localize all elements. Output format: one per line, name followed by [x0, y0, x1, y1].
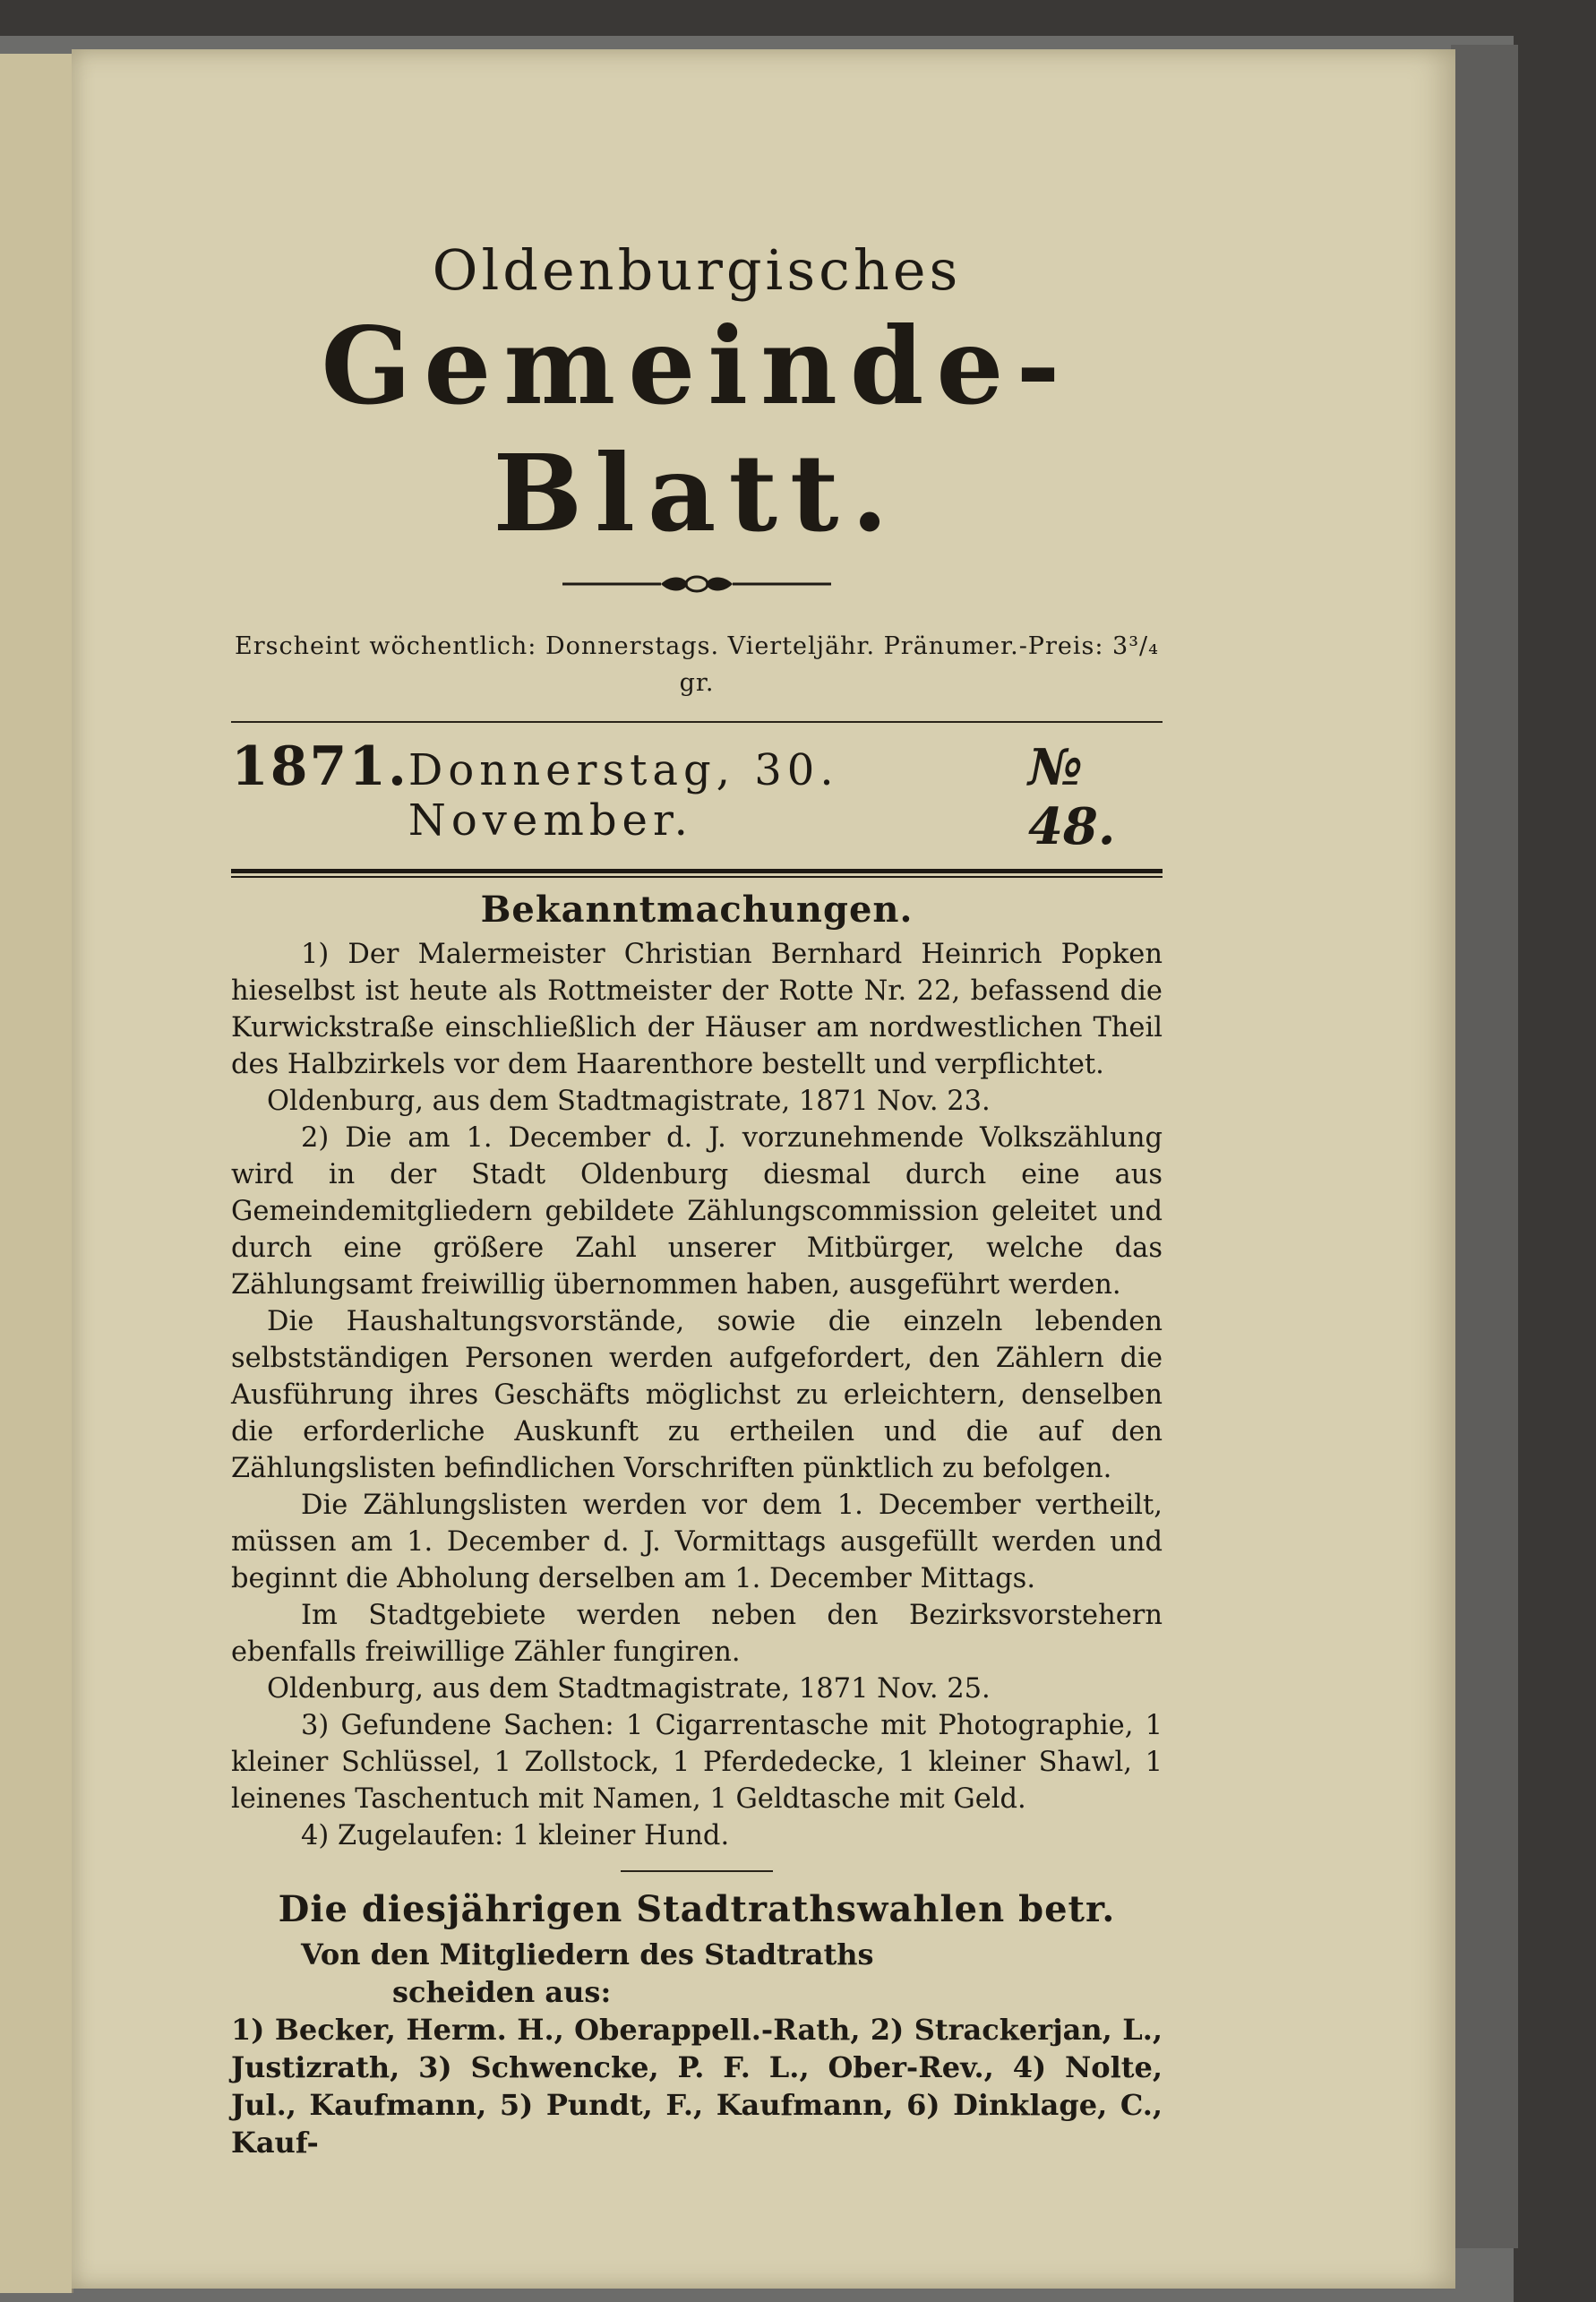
paragraph: Im Stadtgebiete werden neben den Bezirksvorstehern ebenfalls freiwillige Zähler fungiren.: [231, 1600, 1163, 1669]
newspaper-page: [72, 49, 1455, 2289]
paragraph: 3) Gefundene Sachen: 1 Cigarrentasche mit Photographie, 1 kleiner Schlüssel, 1 Zollstock, 1 Pferdedecke, 1 kleiner Shawl, 1 leinenes Taschentuch mit Namen, 1 Geldtasche mit Geld.: [231, 1710, 1163, 1816]
signature-line: Oldenburg, aus dem Stadtmagistrate, 1871 Nov. 23.: [267, 1086, 991, 1118]
paragraph: 1) Becker, Herm. H., Oberappell.-Rath, 2) Strackerjan, L., Justizrath, 3) Schwencke, P. F. L., Ober-Rev., 4) Nolte, Jul., Kaufmann, 5) Pundt, F., Kaufmann, 6) Dinklage, C., Kauf-: [231, 2013, 1163, 2160]
ornament-divider: [562, 571, 831, 597]
paragraph-lead: scheiden aus:: [392, 1975, 612, 2010]
rule-divider: [231, 721, 1163, 723]
book-cover-edge: [1451, 45, 1518, 2248]
masthead-main-title: Gemeinde-Blatt.: [321, 304, 1073, 555]
issue-number: № 48.: [1027, 738, 1116, 857]
paragraph: 2) Die am 1. December d. J. vorzunehmende Volkszählung wird in der Stadt Oldenburg diesmal durch eine aus Gemeindemitgliedern gebildete Zählungscommission geleitet und durch eine größere Zahl unserer Mitbürger, welche das Zählungsamt freiwillig übernommen haben, ausgeführt werden.: [231, 1122, 1163, 1301]
paragraph-lead: Von den Mitgliedern des Stadtraths: [301, 1937, 874, 1972]
masthead-top-title: Oldenburgisches: [432, 237, 962, 303]
double-rule-divider: [231, 869, 1163, 878]
paragraph: 1) Der Malermeister Christian Bernhard Heinrich Popken hieselbst ist heute als Rottmeister der Rotte Nr. 22, befassend die Kurwickstraße einschließlich der Häuser am nordwestlichen Theil des Halbzirkels vor dem Haarenthore bestellt und verpflichtet.: [231, 939, 1163, 1081]
facing-page-edge: [0, 54, 73, 2293]
masthead-subtitle: Erscheint wöchentlich: Donnerstags. Vierteljähr. Pränumer.-Preis: 3³/₄ gr.: [235, 632, 1159, 698]
paragraph: Die Haushaltungsvorstände, sowie die einzeln lebenden selbstständigen Personen werden aufgefordert, den Zählern die Ausführung ihres Geschäfts möglichst zu erleichtern, denselben die erforderliche Auskunft zu ertheilen und die auf den Zählungslisten befindlichen Vorschriften pünktlich zu befolgen.: [231, 1306, 1163, 1485]
signature-line: Oldenburg, aus dem Stadtmagistrate, 1871 Nov. 25.: [267, 1673, 991, 1705]
short-rule-divider: [621, 1870, 773, 1872]
issue-date: Donnerstag, 30. November.: [408, 745, 839, 846]
section-heading-council-elections: Die diesjährigen Stadtrathswahlen betr.: [278, 1888, 1116, 1931]
paragraph: 4) Zugelaufen: 1 kleiner Hund.: [301, 1820, 730, 1852]
issue-year: 1871.: [231, 735, 408, 799]
section-heading-announcements: Bekanntmachungen.: [480, 889, 914, 932]
paragraph: Die Zählungslisten werden vor dem 1. December vertheilt, müssen am 1. December d. J. Vormittags ausgefüllt werden und beginnt die Abholung derselben am 1. December Mittags.: [231, 1490, 1163, 1595]
dateline: [231, 735, 1163, 856]
page-column: [231, 237, 1163, 2161]
